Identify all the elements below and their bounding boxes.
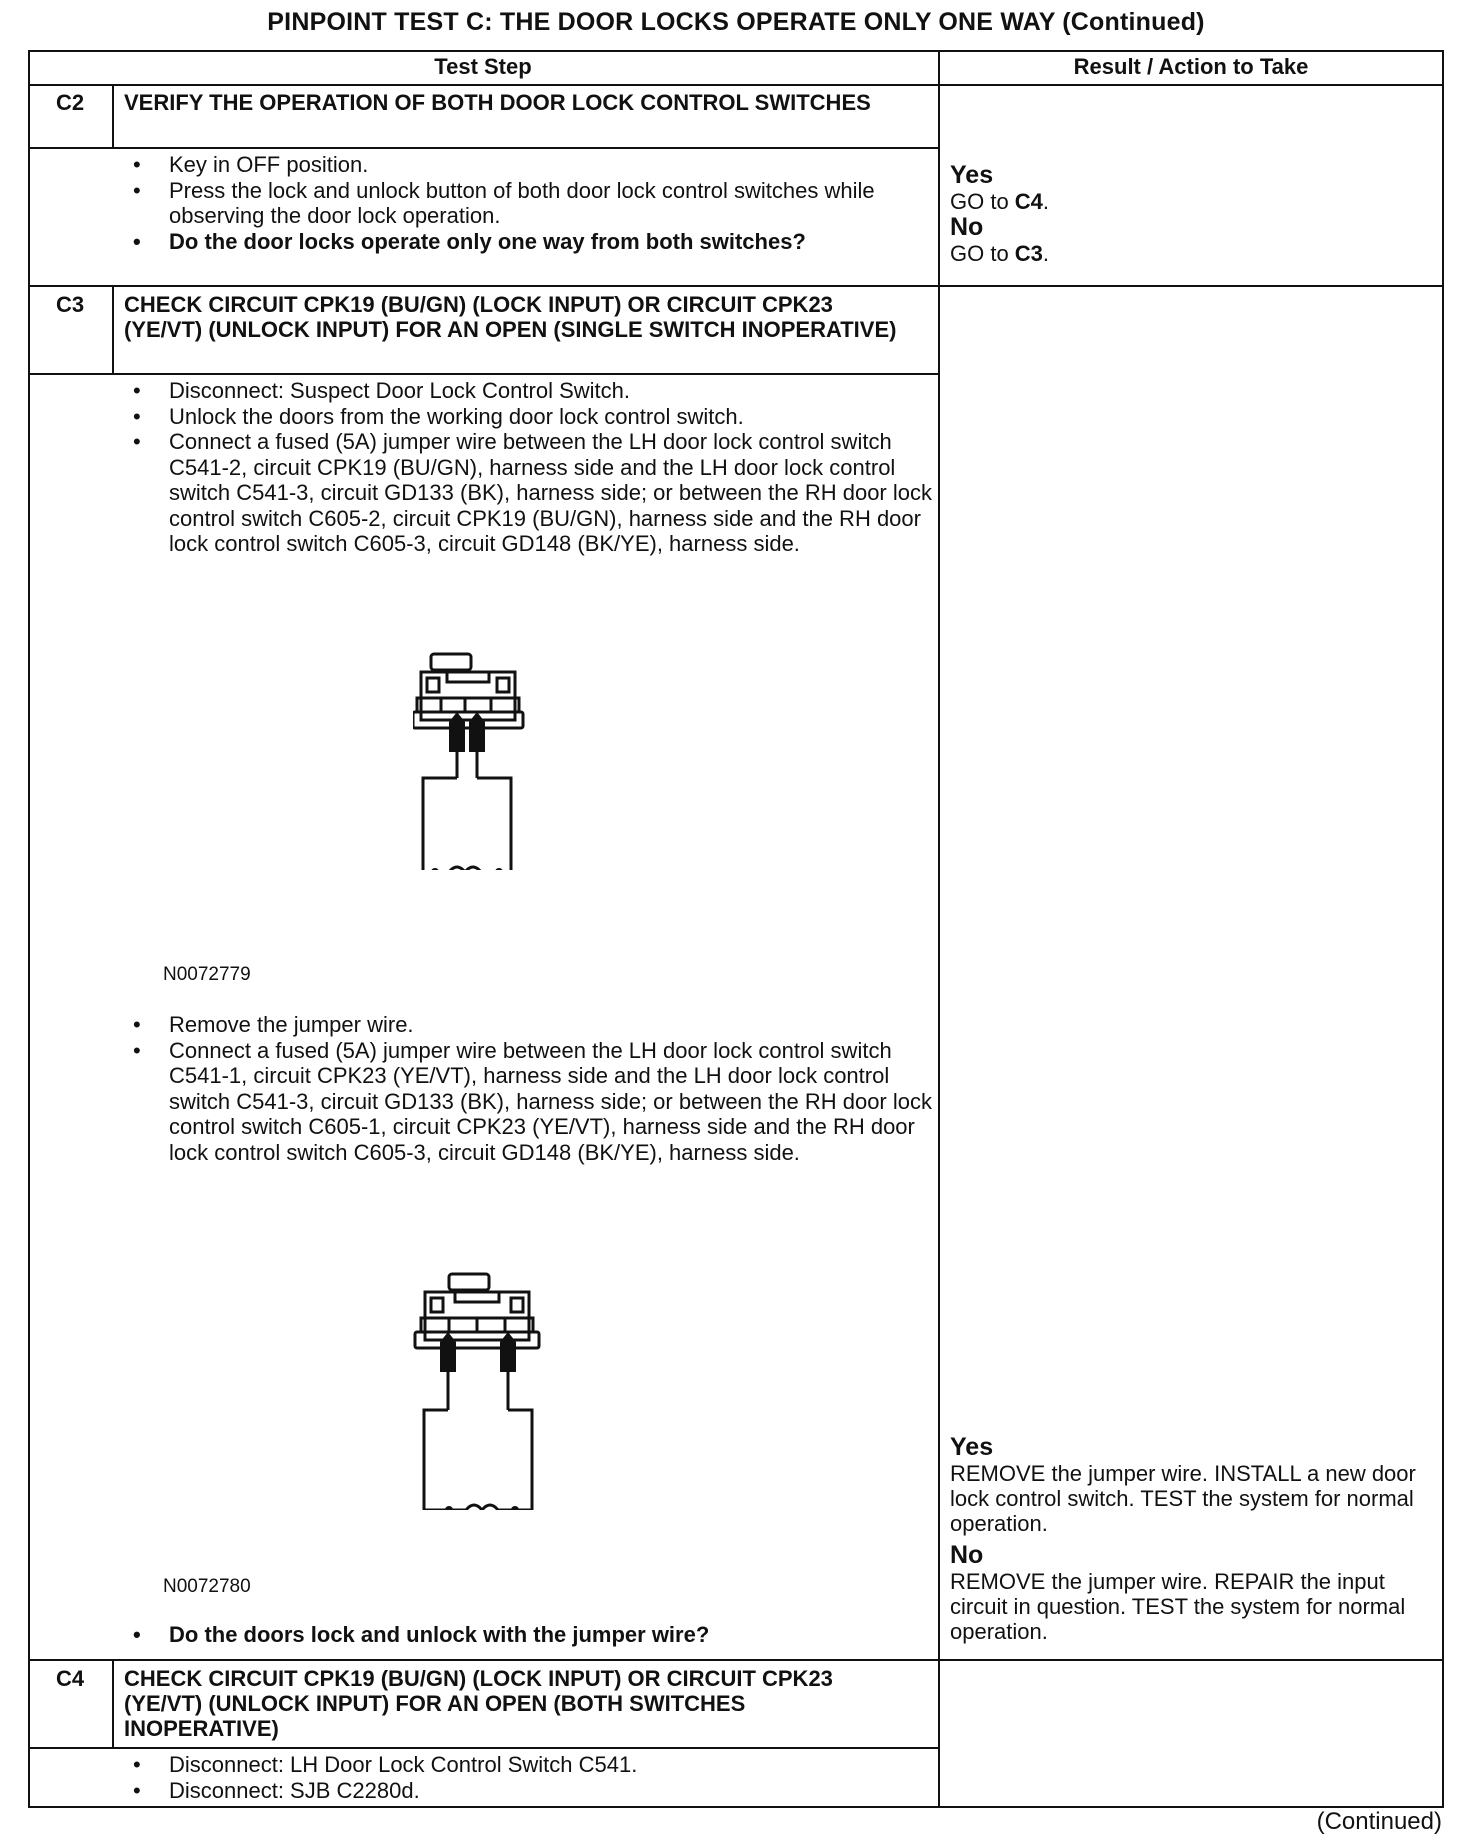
question-item: • Do the door locks operate only one way from both switches? [133, 229, 923, 255]
result-no-prefix: GO to [950, 241, 1015, 266]
list-item: • Key in OFF position. [133, 152, 923, 178]
step-c3-bullets-a [133, 378, 933, 557]
result-no-label: No [950, 1541, 984, 1569]
result-no-suffix: . [1042, 241, 1050, 266]
goto-c3-ref: C3 [1014, 241, 1043, 266]
list-item: • Remove the jumper wire. [133, 1012, 933, 1038]
header-test-step: Test Step [434, 54, 532, 79]
connector-jumper-diagram-lock [413, 650, 543, 870]
step-id-c2: C2 [55, 90, 85, 115]
result-no-action [950, 241, 1430, 266]
result-yes-prefix: GO to [950, 189, 1015, 214]
list-item: • Disconnect: SJB C2280d. [133, 1778, 923, 1804]
result-yes-suffix: . [1042, 189, 1050, 214]
result-yes-label: Yes [950, 161, 994, 189]
header-result: Result / Action to Take [1073, 54, 1309, 79]
step-title-c3: CHECK CIRCUIT CPK19 (BU/GN) (LOCK INPUT) OR CIRCUIT CPK23 (YE/VT) (UNLOCK INPUT) FOR AN OPEN (SINGLE SWITCH INOPERATIVE) [124, 292, 897, 342]
step-c3-question [133, 1622, 933, 1648]
list-item: • Press the lock and unlock button of both door lock control switches while observing the door lock operation. [133, 178, 923, 229]
list-item: • Disconnect: Suspect Door Lock Control Switch. [133, 378, 933, 404]
step-c3-bullets-b [133, 1012, 933, 1165]
result-no-label: No [950, 213, 984, 241]
step-title-c2: VERIFY THE OPERATION OF BOTH DOOR LOCK CONTROL SWITCHES [124, 90, 871, 115]
step-title-c4: CHECK CIRCUIT CPK19 (BU/GN) (LOCK INPUT) OR CIRCUIT CPK23 (YE/VT) (UNLOCK INPUT) FOR AN OPEN (BOTH SWITCHES INOPERATIVE) [124, 1666, 833, 1741]
result-yes-action: REMOVE the jumper wire. INSTALL a new door lock control switch. TEST the system for normal operation. [950, 1461, 1416, 1536]
result-no-action: REMOVE the jumper wire. REPAIR the input circuit in question. TEST the system for normal operation. [950, 1569, 1406, 1644]
result-yes-action [950, 189, 1430, 214]
list-item: • Unlock the doors from the working door lock control switch. [133, 404, 933, 430]
result-c2 [950, 162, 1430, 266]
result-c3 [950, 1434, 1430, 1644]
list-item: • Disconnect: LH Door Lock Control Switch C541. [133, 1752, 923, 1778]
step-c2-bullets [133, 152, 923, 254]
pinpoint-test-table [28, 50, 1444, 1808]
result-yes-label: Yes [950, 1433, 994, 1461]
page-title: PINPOINT TEST C: THE DOOR LOCKS OPERATE ONLY ONE WAY (Continued) [267, 8, 1205, 36]
figure-code-a: N0072779 [163, 964, 251, 985]
list-item: • Connect a fused (5A) jumper wire between the LH door lock control switch C541-1, circuit CPK23 (YE/VT), harness side and the LH door lock control switch C541-3, circuit GD133 (BK), harness side; or between the RH door lock control switch C605-1, circuit CPK23 (YE/VT), harness side and the RH door lock control switch C605-3, circuit GD148 (BK/YE), harness side. [133, 1038, 933, 1166]
question-item: • Do the doors lock and unlock with the jumper wire? [133, 1622, 933, 1648]
connector-jumper-diagram-unlock [413, 1270, 563, 1510]
step-id-c4: C4 [55, 1666, 85, 1691]
figure-code-b: N0072780 [163, 1576, 251, 1597]
list-item: • Connect a fused (5A) jumper wire between the LH door lock control switch C541-2, circuit CPK19 (BU/GN), harness side and the LH door lock control switch C541-3, circuit GD133 (BK), harness side; or between the RH door lock control switch C605-2, circuit CPK19 (BU/GN), harness side and the RH door lock control switch C605-3, circuit GD148 (BK/YE), harness side. [133, 429, 933, 557]
step-c4-bullets [133, 1752, 923, 1803]
continued-note: (Continued) [1316, 1808, 1442, 1835]
step-id-c3: C3 [55, 292, 85, 317]
goto-c4-ref: C4 [1014, 189, 1043, 214]
